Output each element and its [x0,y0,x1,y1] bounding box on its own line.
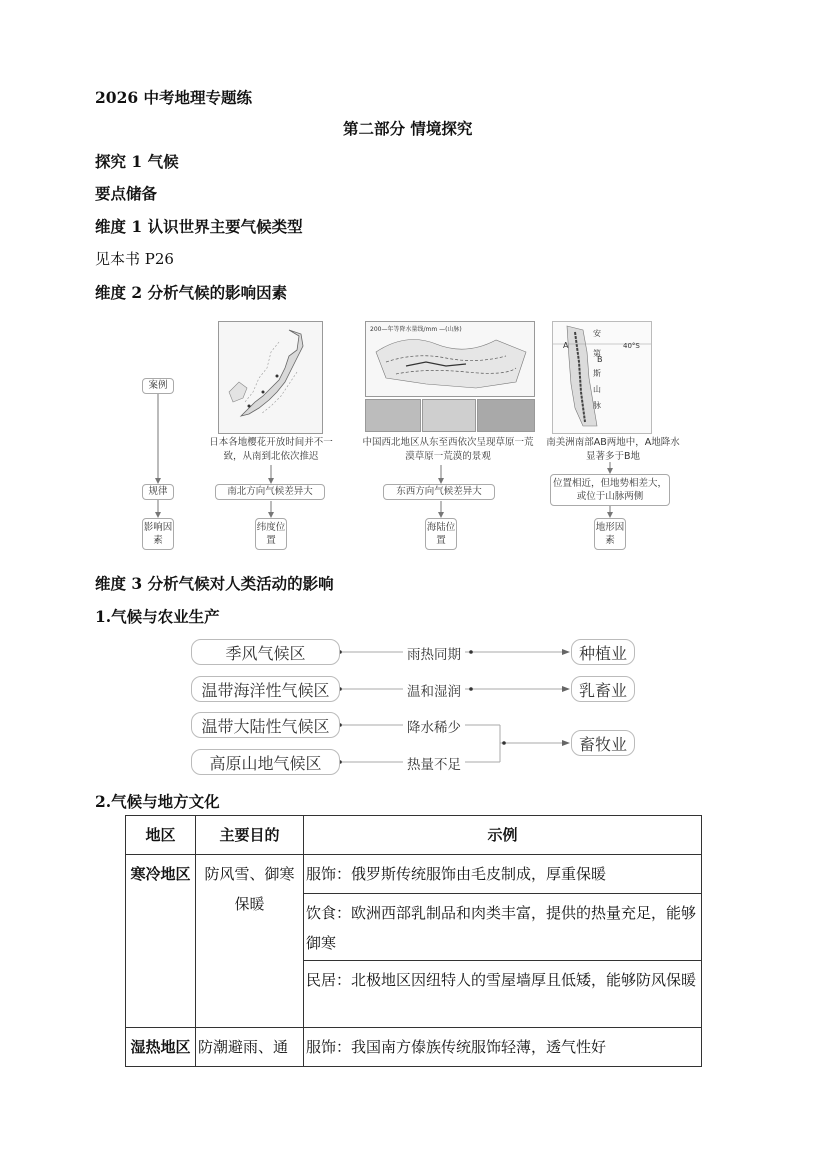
example-cold-food: 饮食：欧洲西部乳制品和肉类丰富，提供的热量充足，能够御寒 [304,894,702,961]
climate-temperate-marine: 温带海洋性气候区 [191,676,340,702]
map-label-si: 斯 [593,369,601,378]
dimension-1-reference: 见本书 P26 [95,250,174,268]
japan-rule: 南北方向气候差异大 [215,484,325,500]
nw-china-rule: 东西方向气候差异大 [383,484,495,500]
agriculture-subtitle: 1.气候与农业生产 [95,607,220,626]
south-america-factor: 地形因素 [594,518,626,550]
nw-china-caption: 中国西北地区从东至西依次呈现草原一荒漠草原一荒漠的景观 [362,437,534,462]
condition-low-heat: 热量不足 [403,753,465,773]
result-cropping: 种植业 [571,639,635,665]
japan-factor: 纬度位置 [255,518,287,550]
map-label-shan: 山 [593,385,601,394]
table-row [126,855,702,894]
purpose-hot: 防潮避雨、通 [196,1028,304,1067]
subsection-title: 要点储备 [95,184,158,203]
dimension-3-title: 维度 3 分析气候对人类活动的影响 [95,574,334,593]
header-purpose: 主要目的 [196,816,304,855]
japan-caption: 日本各地樱花开放时间并不一致，从南到北依次推迟 [209,437,333,462]
table-row [126,1028,702,1067]
region-cold: 寒冷地区 [126,855,196,1028]
region-hot: 湿热地区 [126,1028,196,1067]
dimension-2-title: 维度 2 分析气候的影响因素 [95,283,288,302]
map-label-an: 安 [593,329,601,338]
condition-mild-humid: 温和湿润 [403,680,465,700]
south-america-caption: 南美洲南部AB两地中，A地降水显著多于B地 [546,437,680,462]
climate-plateau-mountain: 高原山地气候区 [191,749,340,775]
south-america-rule: 位置相近，但地势相差大，或位于山脉两侧 [550,474,670,506]
map-label-a: A [563,341,569,350]
example-cold-dwelling: 民居：北极地区因纽特人的雪屋墙厚且低矮，能够防风保暖 [304,961,702,1028]
doc-title: 2026 中考地理专题练 [95,88,253,107]
climate-monsoon: 季风气候区 [191,639,340,665]
rule-label: 规律 [142,484,174,500]
case-label: 案例 [142,378,174,394]
result-pastoral: 畜牧业 [571,730,635,756]
example-cold-clothing: 服饰：俄罗斯传统服饰由毛皮制成，厚重保暖 [304,855,702,894]
condition-low-rain: 降水稀少 [403,716,465,736]
nw-map-title: 200—年等降水量线/mm —(山脉) [370,326,462,333]
factor-label: 影响因素 [142,518,174,550]
header-example: 示例 [304,816,702,855]
table-header-row [126,816,702,855]
part-title: 第二部分 情境探究 [343,119,473,138]
dimension-1-title: 维度 1 认识世界主要气候类型 [95,217,303,236]
map-label-latitude: 40°S [623,342,640,350]
header-region: 地区 [126,816,196,855]
purpose-cold: 防风雪、御寒保暖 [196,855,304,1028]
condition-rain-heat: 雨热同期 [403,643,465,663]
culture-subtitle: 2.气候与地方文化 [95,792,220,811]
culture-table [125,815,702,1067]
map-label-b: B [597,355,603,364]
map-label-mai: 脉 [593,401,601,410]
result-dairy: 乳畜业 [571,676,635,702]
section-title: 探究 1 气候 [95,152,179,171]
example-hot-clothing: 服饰：我国南方傣族传统服饰轻薄，透气性好 [304,1028,702,1067]
climate-temperate-continental: 温带大陆性气候区 [191,712,340,738]
nw-china-factor: 海陆位置 [425,518,457,550]
map-label-di: 第 [593,349,601,358]
